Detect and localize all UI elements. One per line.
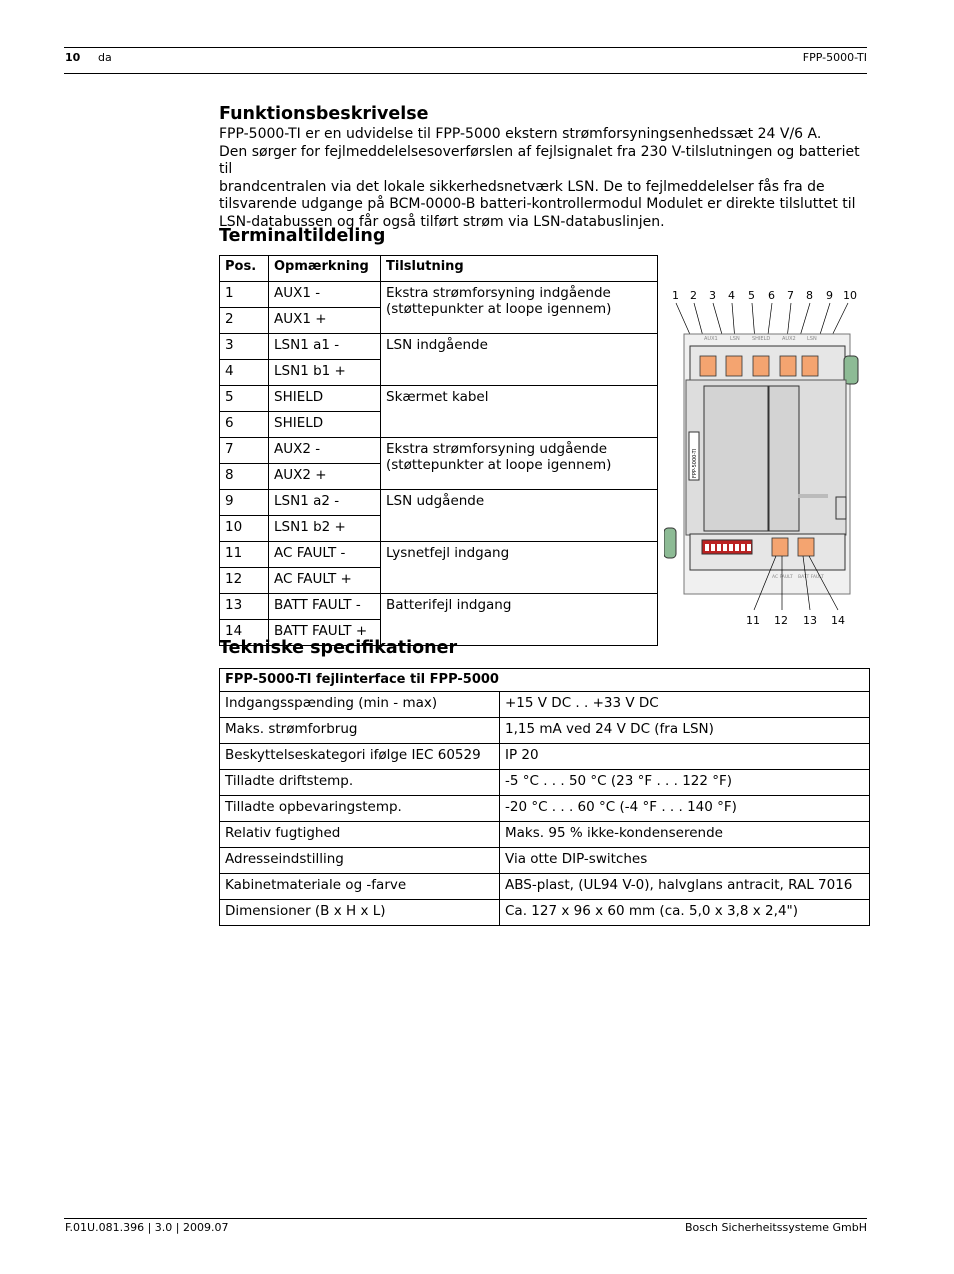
description-line: LSN-databussen og får også tilført strøm via LSN-databuslinjen. [219,213,665,230]
function-description [219,126,869,232]
table-row [220,848,870,874]
table-row [220,438,658,464]
table-row [220,334,658,360]
spec-label: Tilladte opbevaringstemp. [220,796,500,822]
spec-value: ABS-plast, (UL94 V-0), halvglans antracit, RAL 7016 [500,874,870,900]
description-line: tilsvarende udgange på BCM-0000-B batteri-kontrollermodul Modulet er direkte tilsluttet til [219,196,856,213]
rail [798,494,828,498]
left-clip [664,528,676,558]
terminal-number: 10 [843,289,857,302]
terminal-number: 11 [746,614,760,627]
svg-text:AUX2: AUX2 [782,336,796,342]
cell-pos: 2 [220,308,269,334]
table-row [220,770,870,796]
cell-pos: 10 [220,516,269,542]
cell-marking: LSN1 b2 + [269,516,381,542]
spec-value: Ca. 127 x 96 x 60 mm (ca. 5,0 x 3,8 x 2,4") [500,900,870,926]
spec-value: IP 20 [500,744,870,770]
cell-marking: AUX1 + [269,308,381,334]
spec-value: -5 °C . . . 50 °C (23 °F . . . 122 °F) [500,770,870,796]
language-code: da [98,51,112,64]
cell-marking: LSN1 b1 + [269,360,381,386]
table-row [220,282,658,308]
col-header-connection: Tilslutning [381,256,658,282]
terminal-number: 4 [728,289,735,302]
terminal-number: 9 [826,289,833,302]
description-line: Den sørger for fejlmeddelelsesoverførslen af fejlsignalet fra 230 V-tilslutningen og batteriet til [219,143,860,178]
module-right-panel [769,386,799,531]
cell-marking: SHIELD [269,412,381,438]
section-title-specs: Tekniske specifikationer [219,638,458,658]
spec-label: Maks. strømforbrug [220,718,500,744]
cell-marking: BATT FAULT + [269,620,381,646]
product-name: FPP-5000-TI [802,51,867,64]
cell-pos: 1 [220,282,269,308]
cell-marking: BATT FAULT - [269,594,381,620]
cell-marking: AUX1 - [269,282,381,308]
spec-title-row [220,669,870,692]
module-left-panel [704,386,768,531]
cell-marking: AUX2 - [269,438,381,464]
svg-text:BATT FAULT: BATT FAULT [798,575,824,580]
cell-marking: SHIELD [269,386,381,412]
spec-value: +15 V DC . . +33 V DC [500,692,870,718]
doc-id: F.01U.081.396 | 3.0 | 2009.07 [65,1221,229,1234]
terminal-diagram [664,282,864,632]
spec-label: Dimensioner (B x H x L) [220,900,500,926]
section-title-function: Funktionsbeskrivelse [219,104,429,124]
section-title-terminals: Terminaltildeling [219,226,386,246]
spec-label: Kabinetmateriale og -farve [220,874,500,900]
terminal-number: 2 [690,289,697,302]
spec-table-title: FPP-5000-TI fejlinterface til FPP-5000 [220,669,870,692]
table-row [220,718,870,744]
cell-connection: Batterifejl indgang [381,594,658,646]
spec-value: Via otte DIP-switches [500,848,870,874]
spec-table [219,668,870,926]
terminal-number: 5 [748,289,755,302]
terminal-number: 12 [774,614,788,627]
cell-connection: Ekstra strømforsyning indgående (støttepunkter at loope igennem) [381,282,658,334]
svg-text:AC FAULT: AC FAULT [772,575,793,580]
cell-connection: LSN indgående [381,334,658,386]
spec-label: Indgangsspænding (min - max) [220,692,500,718]
cell-pos: 3 [220,334,269,360]
terminal-number: 1 [672,289,679,302]
cell-connection: Lysnetfejl indgang [381,542,658,594]
spec-label: Relativ fugtighed [220,822,500,848]
svg-text:AUX1: AUX1 [704,336,718,342]
cell-connection: LSN udgående [381,490,658,542]
cell-pos: 11 [220,542,269,568]
svg-text:FPP-5000-TI: FPP-5000-TI [692,448,698,478]
cell-pos: 14 [220,620,269,646]
cell-pos: 5 [220,386,269,412]
cell-pos: 7 [220,438,269,464]
spec-value: -20 °C . . . 60 °C (-4 °F . . . 140 °F) [500,796,870,822]
table-row [220,692,870,718]
top-terminal-numbers [672,289,857,302]
cell-marking: AUX2 + [269,464,381,490]
table-row [220,822,870,848]
company-name: Bosch Sicherheitssysteme GmbH [684,1221,867,1234]
cell-marking: LSN1 a2 - [269,490,381,516]
svg-text:SHIELD: SHIELD [752,336,771,342]
spec-value: Maks. 95 % ikke-kondenserende [500,822,870,848]
terminal-table [219,255,658,646]
terminal-number: 7 [787,289,794,302]
description-line: brandcentralen via det lokale sikkerhedsnetværk LSN. De to fejlmeddelelser fås fra de [219,178,825,195]
description-line: FPP-5000-TI er en udvidelse til FPP-5000 ekstern strømforsyningsenhedssæt 24 V/6 A. [219,126,822,142]
table-header-row [220,256,658,282]
table-row [220,796,870,822]
cell-marking: AC FAULT - [269,542,381,568]
cell-pos: 9 [220,490,269,516]
cell-pos: 12 [220,568,269,594]
cell-marking: LSN1 a1 - [269,334,381,360]
terminal-number: 6 [768,289,775,302]
svg-text:LSN: LSN [807,336,817,342]
spec-value: 1,15 mA ved 24 V DC (fra LSN) [500,718,870,744]
page-number: 10 [65,51,81,64]
table-row [220,594,658,620]
cell-pos: 6 [220,412,269,438]
spec-label: Tilladte driftstemp. [220,770,500,796]
footer-rule [64,1218,867,1219]
table-row [220,900,870,926]
terminal-number: 8 [806,289,813,302]
svg-text:LSN: LSN [730,336,740,342]
header-rule-bottom [64,73,867,74]
device-illustration [664,282,864,632]
terminal-number: 13 [803,614,817,627]
cell-connection: Skærmet kabel [381,386,658,438]
cell-connection: Ekstra strømforsyning udgående (støttepunkter at loope igennem) [381,438,658,490]
header-rule-top [64,47,867,48]
col-header-pos: Pos. [220,256,269,282]
cell-marking: AC FAULT + [269,568,381,594]
cell-pos: 13 [220,594,269,620]
table-row [220,874,870,900]
table-row [220,542,658,568]
col-header-marking: Opmærkning [269,256,381,282]
table-row [220,490,658,516]
terminal-number: 3 [709,289,716,302]
cell-pos: 4 [220,360,269,386]
terminal-number: 14 [831,614,845,627]
bottom-terminal-numbers [746,614,845,627]
table-row [220,744,870,770]
spec-label: Beskyttelseskategori ifølge IEC 60529 [220,744,500,770]
spec-label: Adresseindstilling [220,848,500,874]
table-row [220,386,658,412]
cell-pos: 8 [220,464,269,490]
